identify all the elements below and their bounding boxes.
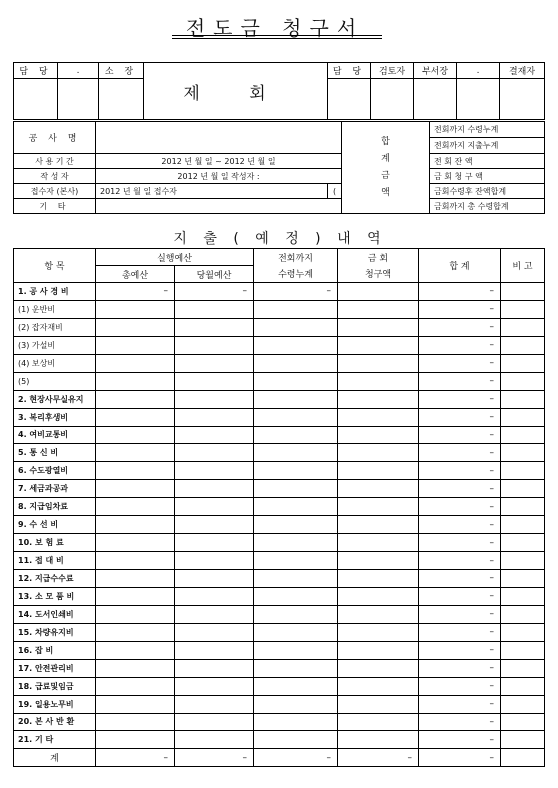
cell-c2[interactable] [175,354,254,372]
cell-note[interactable] [501,390,545,408]
cell-note[interactable] [501,336,545,354]
cell-c5[interactable]: – [419,695,501,713]
cell-c4[interactable] [338,552,419,570]
cell-c3[interactable] [254,713,338,731]
header-sum: 합 계 [419,249,501,283]
table-row [14,283,545,301]
cell-c2[interactable] [175,444,254,462]
cell-c3[interactable] [254,390,338,408]
approval-label-director: 소 장 [99,63,144,79]
cell-c4[interactable] [338,659,419,677]
cell-c3[interactable] [254,462,338,480]
table-row [14,336,545,354]
cell-c4[interactable] [338,444,419,462]
header-prev: 전회까지 [254,249,338,266]
cell-c1[interactable] [96,444,175,462]
cell-c5[interactable]: – [419,498,501,516]
writer-label: 작 성 자 [14,169,96,184]
cell-c2[interactable] [175,677,254,695]
cell-c3[interactable] [254,480,338,498]
total-c3[interactable]: – [254,749,338,767]
cell-c5[interactable]: – [419,480,501,498]
cell-c5[interactable]: – [419,552,501,570]
cell-c3[interactable] [254,516,338,534]
cell-c1[interactable] [96,731,175,749]
cell-note[interactable] [501,408,545,426]
row-label: 19. 일용노무비 [14,695,96,713]
row-label: 21. 기 타 [14,731,96,749]
table-row [14,498,545,516]
usage-period-label: 사 용 기 간 [14,154,96,169]
table-row [14,641,545,659]
cell-c5[interactable]: – [419,641,501,659]
etc-label: 기 타 [14,199,96,214]
project-name-value[interactable] [96,122,342,154]
cell-c2[interactable] [175,498,254,516]
cell-note[interactable] [501,372,545,390]
cell-c2[interactable]: – [175,283,254,301]
cell-c5[interactable]: – [419,390,501,408]
table-row [14,534,545,552]
cell-c3[interactable] [254,695,338,713]
cell-c1[interactable] [96,408,175,426]
cell-c4[interactable] [338,480,419,498]
cell-c4[interactable] [338,390,419,408]
cell-c2[interactable] [175,480,254,498]
cell-c2[interactable] [175,587,254,605]
cell-c2[interactable] [175,318,254,336]
signature-box[interactable] [457,79,500,120]
project-name-label: 공 사 명 [14,122,96,154]
cell-c3[interactable] [254,354,338,372]
cell-c4[interactable] [338,462,419,480]
cell-c4[interactable] [338,354,419,372]
cell-c5[interactable]: – [419,462,501,480]
cell-c5[interactable]: – [419,300,501,318]
cell-note[interactable] [501,623,545,641]
row-label: 5. 통 신 비 [14,444,96,462]
cell-c2[interactable] [175,336,254,354]
cell-c1[interactable] [96,534,175,552]
signature-box[interactable] [500,79,545,120]
cell-c3[interactable] [254,659,338,677]
cell-c4[interactable] [338,498,419,516]
table-row [14,677,545,695]
header-item: 항 목 [14,249,96,283]
receiver-label: 접수자 (본사) [14,184,96,199]
cell-c5[interactable]: – [419,426,501,444]
cell-c2[interactable] [175,516,254,534]
total-c5[interactable]: – [419,749,501,767]
cell-c5[interactable]: – [419,605,501,623]
cell-note[interactable] [501,641,545,659]
table-row [14,426,545,444]
cell-c1[interactable] [96,372,175,390]
cell-c5[interactable]: – [419,713,501,731]
table-row [14,605,545,623]
signature-box[interactable] [328,79,371,120]
cell-c3[interactable] [254,641,338,659]
cell-c3[interactable] [254,552,338,570]
cell-c5[interactable]: – [419,408,501,426]
info-table-body [13,121,545,214]
table-row [14,713,545,731]
cell-c2[interactable] [175,570,254,588]
table-row [14,659,545,677]
header-period-budget: 당월예산 [175,266,254,283]
cell-note[interactable] [501,570,545,588]
cell-c1[interactable] [96,713,175,731]
cell-c1[interactable] [96,623,175,641]
title-underline-double [172,38,382,39]
cell-c4[interactable] [338,731,419,749]
signature-box[interactable] [371,79,414,120]
cell-c5[interactable]: – [419,318,501,336]
row-label: 15. 차량유지비 [14,623,96,641]
cell-c3[interactable] [254,731,338,749]
summary-label-total-received: 금회까지 총 수령합계 [430,199,545,214]
header-total-budget: 총예산 [96,266,175,283]
row-label: 20. 본 사 반 환 [14,713,96,731]
cell-c4[interactable] [338,587,419,605]
round-number: 제 회 [144,63,328,120]
total-c1[interactable]: – [96,749,175,767]
row-label: 4. 여비교통비 [14,426,96,444]
cell-c4[interactable] [338,623,419,641]
total-c2[interactable]: – [175,749,254,767]
expenditure-section-title: 지 출 ( 예 정 ) 내 역 [173,231,387,247]
cell-c3[interactable] [254,426,338,444]
row-label: (2) 잡자재비 [14,318,96,336]
signature-box[interactable] [14,79,58,120]
cell-c2[interactable] [175,695,254,713]
row-label: 12. 지급수수료 [14,570,96,588]
approval-label-reviewer: 검토자 [371,63,414,79]
cell-c3[interactable] [254,318,338,336]
table-row [14,444,545,462]
cell-c3[interactable] [254,300,338,318]
table-row [14,300,545,318]
row-label: 18. 급료및임금 [14,677,96,695]
summary-label-prev-received: 전회까지 수령누계 [430,122,545,138]
row-label: (3) 가설비 [14,336,96,354]
cell-c1[interactable] [96,570,175,588]
header-note: 비 고 [501,249,545,283]
cell-c1[interactable] [96,300,175,318]
cell-c1[interactable] [96,605,175,623]
cell-c4[interactable] [338,677,419,695]
cell-c1[interactable] [96,336,175,354]
cell-c2[interactable] [175,731,254,749]
cell-c5[interactable]: – [419,372,501,390]
cell-c4[interactable] [338,713,419,731]
table-row [14,570,545,588]
etc-value[interactable] [96,199,342,214]
cell-note[interactable] [501,605,545,623]
table-row [14,731,545,749]
cell-c4[interactable] [338,336,419,354]
title-underline [172,35,382,36]
cell-note[interactable] [501,480,545,498]
cell-c2[interactable] [175,713,254,731]
cell-c4[interactable] [338,516,419,534]
cell-c2[interactable] [175,552,254,570]
row-label: (5) [14,372,96,390]
cell-c1[interactable] [96,462,175,480]
cell-c3[interactable] [254,534,338,552]
cell-c4[interactable] [338,641,419,659]
header-current: 금 회 [338,249,419,266]
row-label: 11. 접 대 비 [14,552,96,570]
cell-c3[interactable] [254,408,338,426]
cell-c5[interactable]: – [419,354,501,372]
cell-note[interactable] [501,462,545,480]
header-prev-sub: 수령누계 [254,266,338,283]
cell-c2[interactable] [175,462,254,480]
cell-c4[interactable] [338,300,419,318]
cell-c1[interactable] [96,659,175,677]
cell-c1[interactable] [96,318,175,336]
cell-c2[interactable] [175,605,254,623]
cell-note[interactable] [501,426,545,444]
cell-c2[interactable] [175,300,254,318]
cell-c2[interactable] [175,534,254,552]
cell-c4[interactable] [338,408,419,426]
cell-c4[interactable] [338,372,419,390]
row-label: 13. 소 모 품 비 [14,587,96,605]
total-note[interactable] [501,749,545,767]
cell-c1[interactable] [96,641,175,659]
approval-label-dot: . [58,63,99,79]
row-label: 8. 지급임차료 [14,498,96,516]
row-label: 17. 안전관리비 [14,659,96,677]
cell-c5[interactable]: – [419,516,501,534]
header-budget: 실행예산 [96,249,254,266]
cell-c3[interactable] [254,605,338,623]
cell-c2[interactable] [175,623,254,641]
cell-note[interactable] [501,283,545,301]
cell-c2[interactable] [175,390,254,408]
cell-c1[interactable] [96,552,175,570]
row-label: (4) 보상비 [14,354,96,372]
cell-c1[interactable] [96,480,175,498]
cell-c1[interactable] [96,677,175,695]
table-row [14,623,545,641]
usage-period-value[interactable]: 2012 년 월 일 ~ 2012 년 월 일 [96,154,342,169]
total-amount-side-label: 합 계 금 액 [342,122,430,214]
table-row [14,354,545,372]
cell-c4[interactable] [338,534,419,552]
row-label: 10. 보 험 료 [14,534,96,552]
table-row [14,516,545,534]
row-label: 16. 잡 비 [14,641,96,659]
cell-c5[interactable]: – [419,587,501,605]
cell-note[interactable] [501,677,545,695]
cell-c4[interactable] [338,570,419,588]
approval-label-manager: 담 당 [14,63,58,79]
approval-label-approver: 결재자 [500,63,545,79]
cell-note[interactable] [501,444,545,462]
signature-box[interactable] [58,79,99,120]
row-label: 6. 수도광열비 [14,462,96,480]
table-row [14,587,545,605]
table-row [14,552,545,570]
cell-note[interactable] [501,695,545,713]
approval-label-staff: 담 당 [328,63,371,79]
cell-c1[interactable]: – [96,283,175,301]
cell-note[interactable] [501,731,545,749]
cell-c5[interactable]: – [419,623,501,641]
cell-c3[interactable] [254,623,338,641]
summary-label-prev-spent: 전회까지 지출누계 [430,138,545,154]
header-current-sub: 청구액 [338,266,419,283]
cell-c4[interactable] [338,283,419,301]
cell-note[interactable] [501,300,545,318]
row-label: 1. 공 사 경 비 [14,283,96,301]
cell-c1[interactable] [96,426,175,444]
cell-c1[interactable] [96,390,175,408]
cell-c3[interactable] [254,498,338,516]
summary-label-balance-after: 금회수령후 잔액합계 [430,184,545,199]
cell-c2[interactable] [175,659,254,677]
cell-c3[interactable]: – [254,283,338,301]
cell-c3[interactable] [254,677,338,695]
cell-c4[interactable] [338,695,419,713]
row-label: (1) 운반비 [14,300,96,318]
cell-note[interactable] [501,354,545,372]
cell-c1[interactable] [96,354,175,372]
approval-label-dot-2: . [457,63,500,79]
row-label: 2. 현장사무실유지 [14,390,96,408]
cell-c5[interactable]: – [419,659,501,677]
total-row [14,749,545,767]
cell-c5[interactable]: – [419,677,501,695]
writer-value[interactable]: 2012 년 월 일 작성자 : [96,169,342,184]
cell-note[interactable] [501,552,545,570]
row-label: 3. 복리후생비 [14,408,96,426]
cell-note[interactable] [501,318,545,336]
receiver-value[interactable]: 2012 년 월 일 접수자 [96,184,328,199]
cell-c5[interactable]: – [419,731,501,749]
table-row [14,390,545,408]
cell-c3[interactable] [254,444,338,462]
total-c4[interactable]: – [338,749,419,767]
table-row [14,318,545,336]
cell-c2[interactable] [175,372,254,390]
cell-note[interactable] [501,659,545,677]
row-label: 7. 세금과공과 [14,480,96,498]
approval-table [13,62,545,120]
cell-c5[interactable]: – [419,534,501,552]
cell-c4[interactable] [338,605,419,623]
cell-c5[interactable]: – [419,444,501,462]
table-row [14,695,545,713]
cell-c2[interactable] [175,426,254,444]
cell-c2[interactable] [175,408,254,426]
cell-c5[interactable]: – [419,570,501,588]
table-row [14,480,545,498]
summary-label-prev-balance: 전 회 잔 액 [430,154,545,169]
cell-note[interactable] [501,713,545,731]
table-row [14,372,545,390]
cell-note[interactable] [501,534,545,552]
table-row [14,462,545,480]
cell-c5[interactable]: – [419,336,501,354]
cell-c1[interactable] [96,516,175,534]
cell-c1[interactable] [96,587,175,605]
receiver-tail: ( [328,184,342,199]
cell-c3[interactable] [254,336,338,354]
approval-label-dept-head: 부서장 [414,63,457,79]
expenditure-table [13,248,545,767]
table-row [14,408,545,426]
signature-box[interactable] [99,79,144,120]
cell-c1[interactable] [96,498,175,516]
cell-c4[interactable] [338,426,419,444]
cell-c1[interactable] [96,695,175,713]
row-label: 14. 도서인쇄비 [14,605,96,623]
summary-label-current-claim: 금 회 청 구 액 [430,169,545,184]
cell-note[interactable] [501,587,545,605]
cell-note[interactable] [501,498,545,516]
row-label: 9. 수 선 비 [14,516,96,534]
total-label: 계 [14,749,96,767]
cell-c3[interactable] [254,372,338,390]
cell-c3[interactable] [254,587,338,605]
cell-c5[interactable]: – [419,283,501,301]
signature-box[interactable] [414,79,457,120]
cell-c4[interactable] [338,318,419,336]
document-title: 전도금 청구서 [185,16,365,40]
cell-c2[interactable] [175,641,254,659]
cell-note[interactable] [501,516,545,534]
cell-c3[interactable] [254,570,338,588]
